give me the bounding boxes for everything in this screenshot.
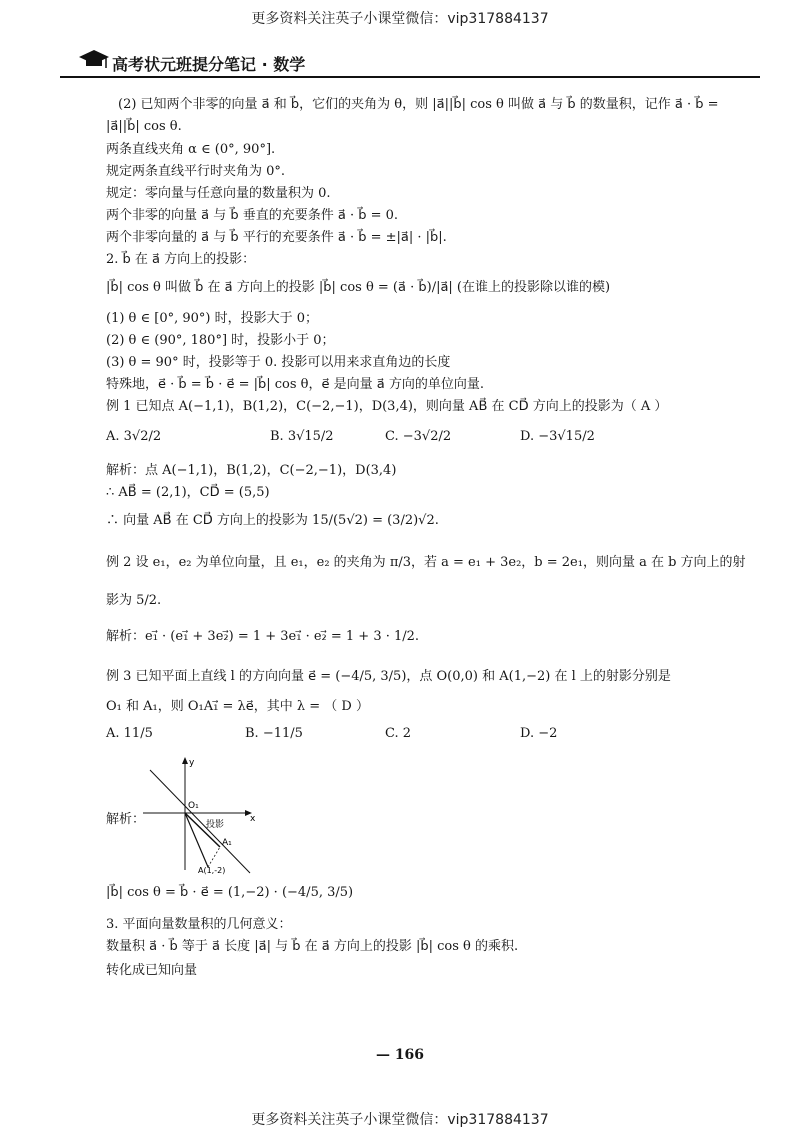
- text-line: 两个非零的向量 a⃗ 与 b⃗ 垂直的充要条件 a⃗ · b⃗ = 0.: [106, 208, 399, 223]
- text-line: 两条直线夹角 α ∈ (0°, 90°].: [106, 142, 276, 157]
- graduation-cap-icon: [78, 48, 110, 72]
- line-l: [150, 770, 250, 873]
- perpendicular-line: [208, 847, 220, 867]
- section-heading: 3. 平面向量数量积的几何意义：: [106, 917, 292, 932]
- text-line: 转化成已知向量: [106, 963, 198, 978]
- section-heading: 2. b⃗ 在 a⃗ 方向上的投影：: [106, 252, 256, 267]
- text-line: (3) θ = 90° 时，投影等于 0. 投影可以用来求直角边的长度: [106, 355, 451, 370]
- text-line: 两个非零向量的 a⃗ 与 b⃗ 平行的充要条件 a⃗ · b⃗ = ±|a⃗| · |b⃗|.: [106, 230, 447, 245]
- header-rule: [60, 76, 760, 78]
- projection-figure: [140, 755, 260, 875]
- label-x: x: [250, 814, 256, 824]
- label-a1: A₁: [222, 838, 232, 848]
- ex3-choice-c: C. 2: [385, 726, 412, 741]
- text-line: 规定：零向量与任意向量的数量积为 0.: [106, 186, 331, 201]
- text-line: |b⃗| cos θ 叫做 b⃗ 在 a⃗ 方向上的投影 |b⃗| cos θ = (a⃗ · b⃗)/|a⃗| (在谁上的投影除以谁的模): [106, 280, 611, 295]
- ex1-choice-c: C. −3√2/2: [385, 429, 452, 444]
- text-line: 特殊地，e⃗ · b⃗ = b⃗ · e⃗ = |b⃗| cos θ，e⃗ 是向量 a⃗ 方向的单位向量.: [106, 377, 484, 392]
- figure-caption: 解析：: [106, 812, 146, 827]
- label-a: A(1,-2): [198, 866, 226, 875]
- header-title: 高考状元班提分笔记 · 数学: [112, 55, 306, 74]
- text-line: 规定两条直线平行时夹角为 0°.: [106, 164, 286, 179]
- page-header: [60, 46, 760, 78]
- ex1-choice-d: D. −3√15/2: [520, 429, 595, 444]
- watermark-top: 更多资料关注英子小课堂微信：vip317884137: [251, 11, 549, 27]
- text-line: |a⃗||b⃗| cos θ.: [106, 119, 182, 134]
- text-line: (1) θ ∈ [0°, 90°) 时，投影大于 0；: [106, 311, 319, 326]
- text-line: 影为 5/2.: [106, 593, 162, 608]
- text-line: |b⃗| cos θ = b⃗ · e⃗ = (1,−2) · (−4/5, 3/5): [106, 885, 354, 900]
- text-line: (2) 已知两个非零的向量 a⃗ 和 b⃗，它们的夹角为 θ，则 |a⃗||b⃗| cos θ 叫做 a⃗ 与 b⃗ 的数量积，记作 a⃗ · b⃗ =: [118, 97, 719, 112]
- text-line: 解析：点 A(−1,1)，B(1,2)，C(−2,−1)，D(3,4): [106, 463, 397, 478]
- ex3-choice-b: B. −11/5: [245, 726, 303, 741]
- example-1-question: 例 1 已知点 A(−1,1)，B(1,2)，C(−2,−1)，D(3,4)，则向量 AB⃗ 在 CD⃗ 方向上的投影为（ A ）: [106, 399, 668, 414]
- label-projection: 投影: [206, 820, 225, 830]
- example-3-question: 例 3 已知平面上直线 l 的方向向量 e⃗ = (−4/5, 3/5)，点 O(0,0) 和 A(1,−2) 在 l 上的射影分别是: [106, 669, 671, 684]
- ex1-choice-a: A. 3√2/2: [106, 429, 162, 444]
- page-number: — 166: [375, 1047, 425, 1063]
- ex3-choice-a: A. 11/5: [106, 726, 153, 741]
- label-y: y: [189, 758, 195, 768]
- y-axis-arrow-icon: [182, 757, 188, 764]
- text-line: 数量积 a⃗ · b⃗ 等于 a⃗ 长度 |a⃗| 与 b⃗ 在 a⃗ 方向上的投影 |b⃗| cos θ 的乘积.: [106, 939, 519, 954]
- example-2-question: 例 2 设 e₁，e₂ 为单位向量，且 e₁，e₂ 的夹角为 π/3，若 a = e₁ + 3e₂，b = 2e₁，则向量 a 在 b 方向上的射: [106, 555, 746, 570]
- text-line: O₁ 和 A₁，则 O₁A₁⃗ = λe⃗，其中 λ = （ D ）: [106, 699, 369, 714]
- ex1-choice-b: B. 3√15/2: [270, 429, 334, 444]
- label-o1: O₁: [188, 801, 199, 811]
- watermark-bottom: 更多资料关注英子小课堂微信：vip317884137: [251, 1112, 549, 1128]
- vector-oa: [185, 813, 208, 867]
- text-line: (2) θ ∈ (90°, 180°] 时，投影小于 0；: [106, 333, 335, 348]
- text-line: 解析：e₁⃗ · (e₁⃗ + 3e₂⃗) = 1 + 3e₁⃗ · e₂⃗ = 1 + 3 · 1/2.: [106, 629, 420, 644]
- ex3-choice-d: D. −2: [520, 726, 558, 741]
- text-line: ∴ AB⃗ = (2,1)，CD⃗ = (5,5): [106, 485, 270, 500]
- text-line: ∴ 向量 AB⃗ 在 CD⃗ 方向上的投影为 15/(5√2) = (3/2)√2.: [106, 513, 439, 528]
- projection-segment: [185, 813, 220, 847]
